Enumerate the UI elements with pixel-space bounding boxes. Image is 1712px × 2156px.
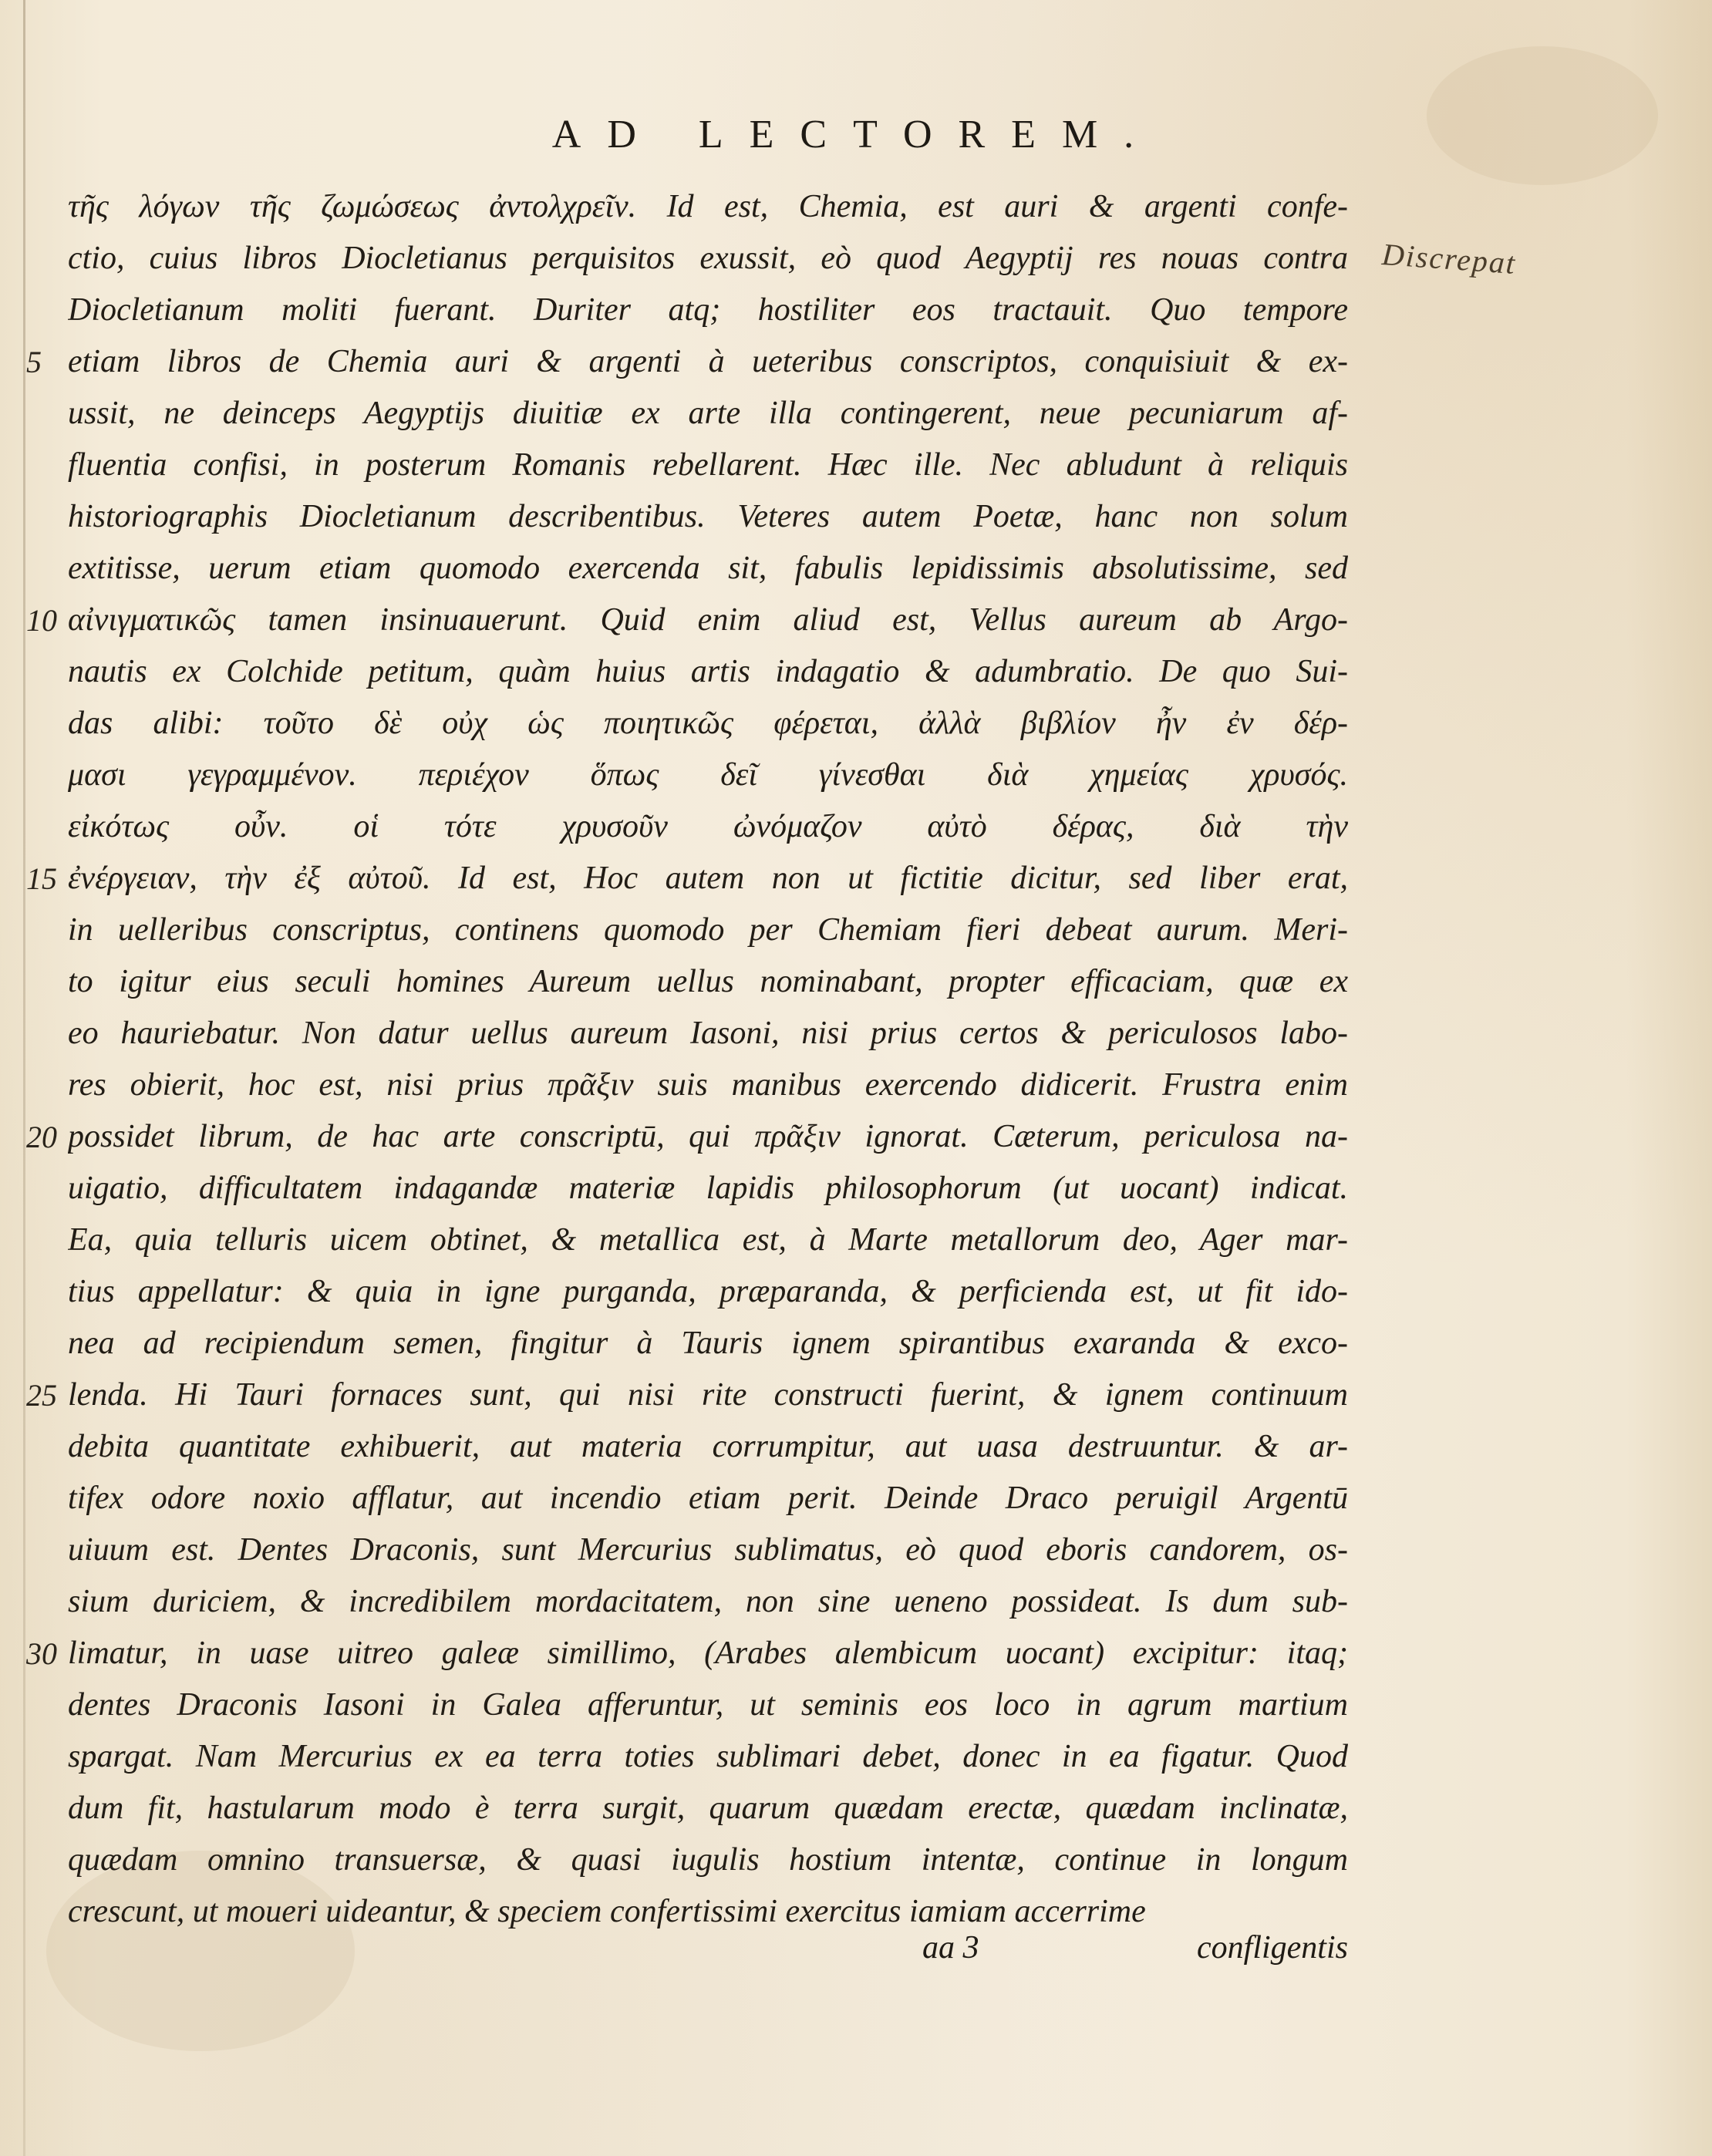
text-line: nautis ex Colchide petitum, quàm huius artis indagatio & adumbratio. De quo Sui- [68, 654, 1348, 689]
text-line: historiographis Diocletianum describentibus. Veteres autem Poetæ, hanc non solum [68, 499, 1348, 534]
text-line: uigatio, difficultatem indagandæ materiæ lapidis philosophorum (ut uocant) indicat. [68, 1171, 1348, 1206]
text-line: etiam libros de Chemia auri & argenti à ueteribus conscriptos, conquisiuit & ex- [68, 344, 1348, 379]
line-number: 20 [26, 1120, 57, 1154]
page-header: AD LECTOREM. [551, 113, 1161, 157]
text-line: αἰνιγματικῶς tamen insinuauerunt. Quid enim aliud est, Vellus aureum ab Argo- [68, 602, 1348, 638]
text-line: nea ad recipiendum semen, fingitur à Tauris ignem spirantibus exaranda & exco- [68, 1326, 1348, 1361]
text-line: uiuum est. Dentes Draconis, sunt Mercurius sublimatus, eò quod eboris candorem, os- [68, 1532, 1348, 1568]
text-line: das alibi: τοῦτο δὲ οὐχ ὡς ποιητικῶς φέρεται, ἀλλὰ βιβλίον ἦν ἐν δέρ- [68, 706, 1348, 741]
text-line: fluentia confisi, in posterum Romanis rebellarent. Hæc ille. Nec abludunt à reliquis [68, 447, 1348, 483]
text-line: Diocletianum moliti fuerant. Duriter atq; hostiliter eos tractauit. Quo tempore [68, 292, 1348, 328]
text-line: spargat. Nam Mercurius ex ea terra toties sublimari debet, donec in ea figatur. Quod [68, 1739, 1348, 1774]
text-line: ussit, ne deinceps Aegyptijs diuitiæ ex arte illa contingerent, neue pecuniarum af- [68, 396, 1348, 431]
text-line: εἰκότως οὖν. οἱ τότε χρυσοῦν ὠνόμαζον αὐτὸ δέρας, διὰ τὴν [68, 809, 1348, 844]
line-number: 25 [26, 1378, 57, 1413]
text-line: ἐνέργειαν, τὴν ἐξ αὐτοῦ. Id est, Hoc autem non ut fictitie dicitur, sed liber erat, [68, 861, 1348, 896]
text-line: τῆς λόγων τῆς ζωμώσεως ἀντολχρεῖν. Id est, Chemia, est auri & argenti confe- [68, 189, 1348, 224]
margin-note: Discrepat [1380, 236, 1518, 281]
text-line: extitisse, uerum etiam quomodo exercenda sit, fabulis lepidissimis absolutissime, sed [68, 551, 1348, 586]
text-line: μασι γεγραμμένον. περιέχον ὅπως δεῖ γίνεσθαι διὰ χημείας χρυσός. [68, 757, 1348, 793]
text-line: tius appellatur: & quia in igne purganda, præparanda, & perficienda est, ut fit ido- [68, 1274, 1348, 1309]
text-line: sium duriciem, & incredibilem mordacitatem, non sine ueneno possideat. Is dum sub- [68, 1584, 1348, 1619]
text-line: ctio, cuius libros Diocletianus perquisitos exussit, eò quod Aegyptij res nouas contra [68, 241, 1348, 276]
line-number: 30 [26, 1636, 57, 1671]
text-line: possidet librum, de hac arte conscriptū, qui πρᾶξιν ignorat. Cæterum, periculosa na- [68, 1119, 1348, 1154]
text-line: quædam omnino transuersæ, & quasi iugulis hostium intentæ, continue in longum [68, 1842, 1348, 1878]
line-number: 5 [26, 345, 42, 379]
catchword: confligentis [1197, 1930, 1348, 1966]
text-line: debita quantitate exhibuerit, aut materia corrumpitur, aut uasa destruuntur. & ar- [68, 1429, 1348, 1464]
text-line: dentes Draconis Iasoni in Galea afferuntur, ut seminis eos loco in agrum martium [68, 1687, 1348, 1723]
page-footer [68, 1929, 1348, 1976]
text-line: crescunt, ut moueri uideantur, & speciem confertissimi exercitus iamiam accerrime [68, 1894, 1146, 1929]
text-line: to igitur eius seculi homines Aureum uellus nominabant, propter efficaciam, quæ ex [68, 964, 1348, 999]
text-line: res obierit, hoc est, nisi prius πρᾶξιν suis manibus exercendo didicerit. Frustra enim [68, 1067, 1348, 1103]
text-line: limatur, in uase uitreo galeæ simillimo, (Arabes alembicum uocant) excipitur: itaq; [68, 1636, 1348, 1671]
line-number: 15 [26, 861, 57, 896]
text-line: lenda. Hi Tauri fornaces sunt, qui nisi rite constructi fuerint, & ignem continuum [68, 1377, 1348, 1413]
text-line: tifex odore noxio afflatur, aut incendio etiam perit. Deinde Draco peruigil Argentū [68, 1481, 1348, 1516]
text-line: Ea, quia telluris uicem obtinet, & metallica est, à Marte metallorum deo, Ager mar- [68, 1222, 1348, 1258]
text-line: dum fit, hastularum modo è terra surgit, quarum quædam erectæ, quædam inclinatæ, [68, 1790, 1348, 1826]
text-line: eo hauriebatur. Non datur uellus aureum Iasoni, nisi prius certos & periculosos labo- [68, 1016, 1348, 1051]
page-gutter-line [23, 0, 25, 2156]
text-line: in uelleribus conscriptus, continens quomodo per Chemiam fieri debeat aurum. Meri- [68, 912, 1348, 948]
signature-mark: aa 3 [922, 1930, 979, 1966]
line-number: 10 [26, 603, 57, 638]
body-text [68, 181, 1348, 1938]
